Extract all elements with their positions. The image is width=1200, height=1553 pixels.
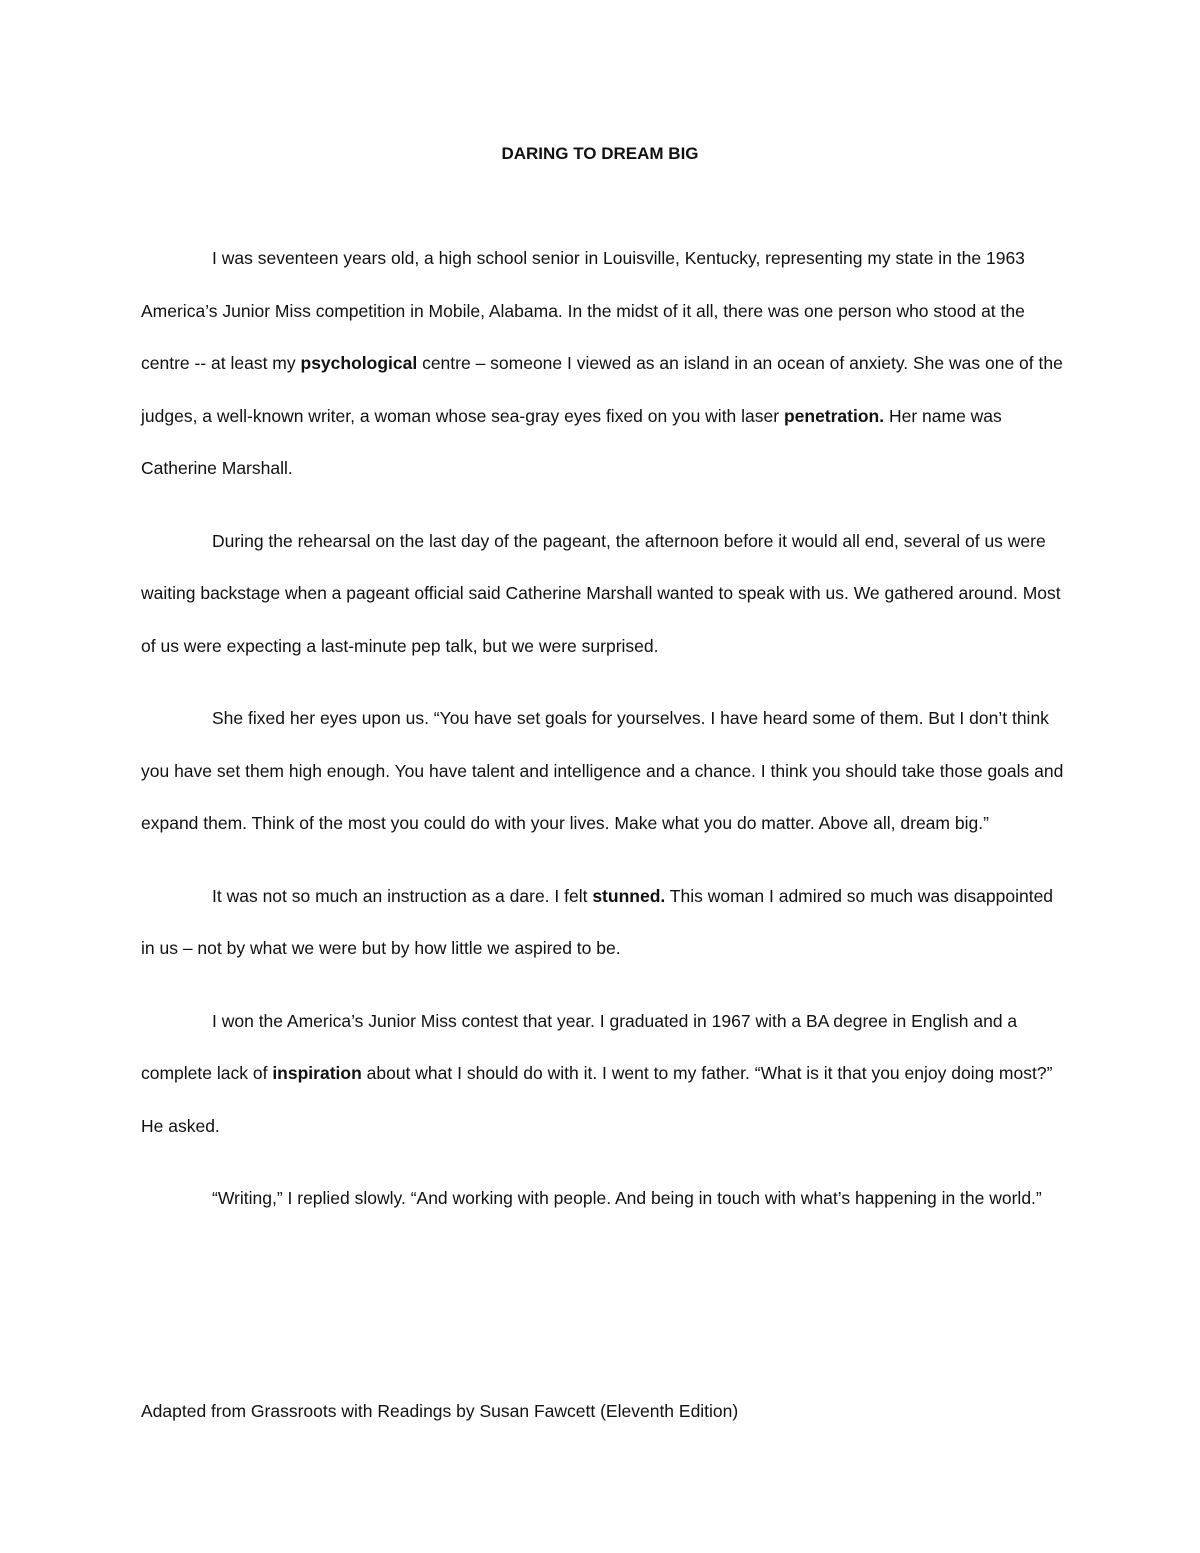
attribution-line: Adapted from Grassroots with Readings by Susan Fawcett (Eleventh Edition) — [141, 1401, 739, 1421]
document-body — [141, 232, 1066, 1225]
bold-word: penetration. — [783, 405, 885, 426]
paragraph-text: centre – someone I viewed as an island in an ocean of anxiety. She was one of the judges, a well-known writer, a woman whose sea-gray eyes fixed on you with laser — [141, 353, 1063, 426]
paragraph-text: I won the America’s Junior Miss contest that year. I graduated in 1967 with a BA degree in English and a complete lack of — [141, 1010, 1018, 1083]
bold-word: psychological — [300, 353, 418, 373]
paragraph-text: It was not so much an instruction as a dare. I felt — [212, 885, 593, 906]
paragraph-text: I was seventeen years old, a high school senior in Louisville, Kentucky, representing my state in the 1963 America’s Junior Miss competition in Mobile, Alabama. In the midst of it all, there was one person who stood at the centre -- at least my — [141, 248, 1025, 373]
body-paragraph — [141, 232, 1066, 495]
paragraph-text: This woman I admired so much was disappointed in us – not by what we were but by how little we aspired to be. — [141, 885, 1054, 958]
paragraph-text: “Writing,” I replied slowly. “And working with people. And being in touch with what’s happening in the world.” — [212, 1188, 1042, 1208]
paragraph-text: about what I should do with it. I went to my father. “What is it that you enjoy doing most?” He asked. — [141, 1063, 1053, 1136]
body-paragraph — [141, 1172, 1066, 1225]
paragraph-text: She fixed her eyes upon us. “You have set goals for yourselves. I have heard some of them. But I don’t think you have set them high enough. You have talent and intelligence and a chance. I think you should take those goals and expand them. Think of the most you could do with your lives. Make what you do matter. Above all, dream big.” — [141, 708, 1064, 833]
body-paragraph — [141, 692, 1066, 850]
paragraph-text: Her name was Catherine Marshall. — [141, 405, 1002, 478]
paragraph-text: During the rehearsal on the last day of the pageant, the afternoon before it would all end, several of us were waiting backstage when a pageant official said Catherine Marshall wanted to speak with us. We gathered around. Most of us were expecting a last-minute pep talk, but we were surprised. — [141, 530, 1061, 656]
document-title: DARING TO DREAM BIG — [501, 144, 699, 163]
body-paragraph — [141, 870, 1066, 975]
bold-word: stunned. — [592, 885, 666, 906]
body-paragraph — [141, 995, 1066, 1153]
body-paragraph — [141, 515, 1066, 673]
bold-word: inspiration — [272, 1063, 362, 1083]
